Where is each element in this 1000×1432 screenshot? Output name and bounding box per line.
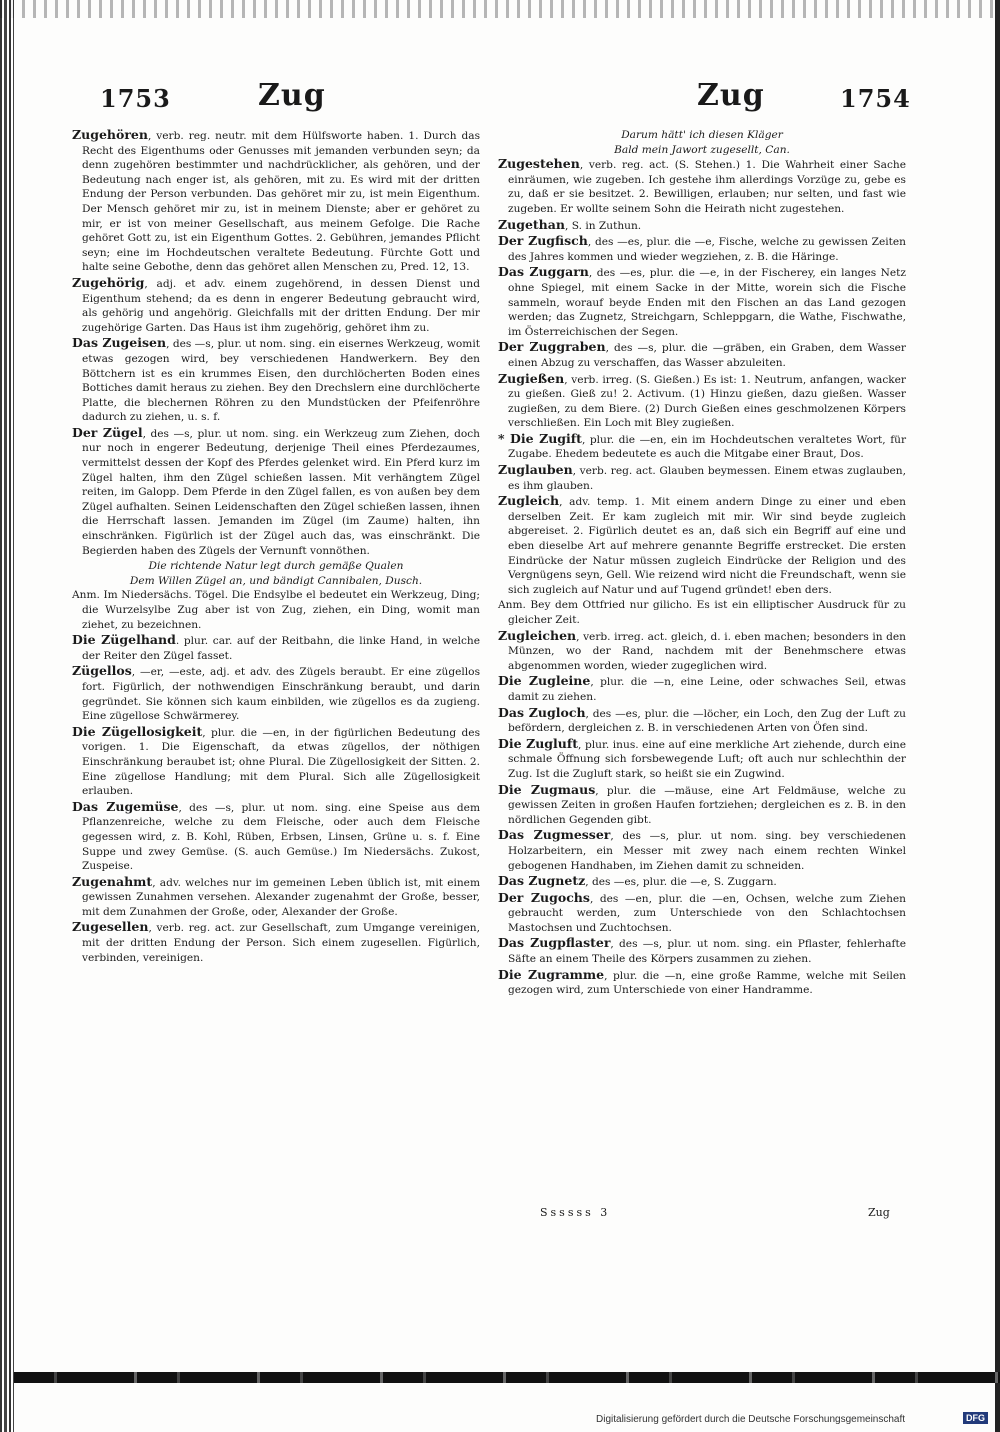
entry-headword: Der Zuggraben [498, 339, 606, 355]
dictionary-entry [72, 633, 480, 663]
entry-headword: Zugleich [498, 493, 560, 509]
page-number-right: 1754 [840, 84, 911, 113]
dictionary-entry [498, 674, 906, 704]
dictionary-entry [498, 234, 906, 264]
entry-definition: , S. in Zuthun. [564, 219, 642, 232]
dictionary-entry [498, 828, 906, 873]
catchword: Zug [868, 1206, 890, 1219]
dictionary-entry [72, 664, 480, 723]
entry-definition: , adj. et adv. einem zugehörend, in dessen Dienst und Eigenthum stehend; da es denn in engerer Bedeutung gebraucht wird, als gehörig und angehörig. Gleichfalls mit der dritten Endung. Der mir zugehörige Garten. Das Haus ist ihm zugehörig, gehöret ihm zu. [82, 277, 480, 334]
entry-definition: , verb. reg. act. (S. Stehen.) 1. Die Wahrheit einer Sache einräumen, wie zugeben. Ich gestehe ihm allerdings Vorzüge zu, gebe es zu, daß er sie besitzet. 2. Bewilligen, erlauben; nur selten, und fast wie zugeben. Er wollte seinem Sohn die Heirath nicht zugestehen. [508, 159, 906, 215]
scan-edge-top [0, 0, 1000, 18]
entry-definition: , plur. die —mäuse, eine Art Feldmäuse, welche zu gewissen Zeiten in großen Haufen fortziehen; dergleichen es z. B. in den nördlichen Gegenden gibt. [508, 784, 906, 826]
dictionary-entry [498, 494, 906, 597]
quote-line: Dem Willen Zügel an, und bändigt Cannibalen, Dusch. [129, 574, 423, 587]
entry-definition: , verb. reg. neutr. mit dem Hülfsworte haben. 1. Durch das Recht des Eigenthums oder Genusses mit jemanden verbunden seyn; da denn zugehören bestimmter und nachdrücklicher, als gehören, und der Bedeutung nach enger ist, als gehören, mit zu. Es wird mit der dritten Endung der Person verbunden. Das gehöret mir zu, ist mein Eigenthum. Der Mensch gehöret mir zu, ist in meinem Dienste; aber er gehöret zu mir, er ist von meiner Gesellschaft, aus meinem Gefolge. Die Rache gehöret Gott zu, ist ein Eigenthum Gottes. 2. Gebühren, jemandes Pflicht seyn; eine im Hochdeutschen veraltete Bedeutung. Fürchte Gott und halte seine Gebothe, denn das gehöret allen Menschen zu, Pred. 12, 13. [82, 130, 480, 274]
entry-headword: Die Zugluft [498, 735, 579, 751]
annotation-paragraph: Anm. Bey dem Ottfried nur gilicho. Es ist ein elliptischer Ausdruck für zu gleicher Zeit. [498, 599, 906, 626]
entry-headword: Zugehörig [72, 274, 145, 290]
entry-headword: Das Zugmesser [498, 827, 611, 843]
entry-definition: , des —s, plur. ut nom. sing. bey verschiedenen Holzarbeitern, ein Messer mit zwey nach einem rechten Winkel gebogenen Handhaben, im Ziehen damit zu schneiden. [508, 830, 906, 872]
entry-headword: Die Zügelhand [72, 632, 176, 648]
entry-definition: , —er, —este, adj. et adv. des Zügels beraubt. Er eine zügellos fort. Figürlich, der nothwendigen Einschränkung beraubt, und darin gegründet. Sie können sich kaum einbilden, wie zügellos es da zugieng. Eine zügellose Schwärmerey. [82, 666, 480, 723]
quote-line: Die richtende Natur legt durch gemäße Qualen [148, 560, 404, 573]
funding-footer: Digitalisierung gefördert durch die Deutsche Forschungsgemeinschaft [596, 1414, 906, 1425]
scan-edge-left [0, 0, 14, 1432]
dictionary-entry [498, 891, 906, 936]
right-column [498, 128, 906, 999]
running-head-left: Zug [258, 78, 326, 113]
dictionary-entry [498, 629, 906, 674]
entry-headword: Zugehören [72, 127, 148, 142]
entry-headword: Der Zugochs [498, 889, 590, 905]
dictionary-entry [498, 968, 906, 998]
dictionary-entry [72, 336, 480, 425]
dictionary-entry [498, 340, 906, 370]
dfg-logo: DFG [963, 1412, 988, 1424]
entry-headword: Die Zugramme [498, 966, 605, 982]
entry-headword: * Die Zugift [498, 430, 582, 446]
page-number-left: 1753 [100, 84, 171, 113]
entry-definition: , verb. reg. act. Glauben beymessen. Einem etwas zuglauben, es ihm glauben. [508, 465, 906, 492]
dictionary-entry [498, 218, 906, 234]
entry-definition: , des —es, plur. die —e, in der Fischerey, ein langes Netz ohne Spiegel, mit einem Sacke in der Mitte, worein sich die Fische sammeln, worauf beyde Enden mit den Fischen an das Land gezogen werden; das Zugnetz, Streichgarn, Schleppgarn, die Wathe, Fischwathe, im Österreichischen der Segen. [508, 267, 907, 338]
entry-headword: Das Zugeisen [72, 335, 167, 351]
entry-definition: , des —es, plur. die —e, Fische, welche zu gewissen Zeiten des Jahres kommen und wieder wegziehen, z. B. die Häringe. [508, 236, 906, 263]
dictionary-entry [498, 936, 906, 966]
entry-definition: , verb. irreg. act. gleich, d. i. eben machen; besonders in den Münzen, wo der Rand, nachdem mit der Benehmschere etwas abgenommen worden, wieder zugeglichen wird. [508, 630, 906, 672]
entry-headword: Die Zügellosigkeit [72, 723, 203, 739]
running-head-right: Zug [697, 78, 765, 113]
entry-headword: Zuglauben [498, 462, 573, 478]
entry-definition: , des —s, plur. ut nom. sing. ein Werkzeug zum Ziehen, doch nur noch in engerer Bedeutung, derjenige Theil eines Pferdezaumes, vermittelst dessen der Kopf des Pferdes gelenket wird. Ein Pferd kurz im Zügel halten, ihm den Zügel schießen lassen. Mit verhängtem Zügel reiten, im Galopp. Dem Pferde in den Zügel fallen, es von außen bey dem Zügel aufhalten. Seinen Leidenschaften den Zügel schießen lassen, ihnen die Herrschaft lassen. Jemanden im Zügel (im Zaume) halten, ihn einschränken. Figürlich ist der Zügel auch das, was einschränkt. Die Begierden haben des Zügels der Vernunft vonnöthen. [82, 427, 480, 557]
entry-definition: , plur. die —n, eine Leine, oder schwaches Seil, etwas damit zu ziehen. [508, 676, 906, 703]
quote-line: Darum hätt' ich diesen Kläger [621, 129, 783, 141]
entry-headword: Die Zugmaus [498, 781, 596, 797]
dictionary-entry [498, 432, 906, 462]
entry-definition: , des —s, plur. die —gräben, ein Graben, dem Wasser einen Abzug zu verschaffen, das Wasser abzuleiten. [508, 342, 906, 369]
entry-definition: , verb. reg. act. zur Gesellschaft, zum Umgange vereinigen, mit der dritten Endung der Person. Sich einem zugesellen. Figürlich, verbinden, vereinigen. [82, 922, 480, 964]
dictionary-entry [498, 372, 906, 431]
dictionary-entry [72, 875, 480, 920]
quote-line: Bald mein Jawort zugesellt, Can. [614, 143, 790, 156]
dictionary-entry [498, 706, 906, 736]
entry-definition: , adv. temp. 1. Mit einem andern Dinge zu einer und eben derselben Zeit. Er kam zugleich mit mir. Wir sind beyde zugleich abgereiset. 2. Figürlich deutet es an, daß sich ein Begriff auf eine und eben dieselbe Art auf mehrere genannte Begriffe erstrecket. Die ersten Eindrücke der Natur müssen zugleich Eindrücke der Religion und des Vergnügens seyn, Gell. Wie reizend wird nicht die Freundschaft, wenn sie sich zugleich auf Natur und auf Tugend gründet! eben ders. [508, 496, 906, 596]
scan-bottom-band [14, 1372, 1000, 1383]
entry-headword: Das Zugemüse [72, 798, 179, 814]
entry-headword: Das Zugnetz [498, 873, 586, 889]
entry-definition: , des —es, plur. die —löcher, ein Loch, den Zug der Luft zu befördern, dergleichen z. B. in verschiedenen Arten von Öfen sind. [508, 707, 906, 735]
dictionary-entry [498, 737, 906, 782]
entry-definition: , des —s, plur. ut nom. sing. ein eisernes Werkzeug, womit etwas gezogen wird, bey verschiedenen Handwerkern. Bey den Böttchern ist es ein krummes Eisen, den durchlöcherten Boden eines Bottiches damit heraus zu ziehen. Bey den Drechslern eine durchlöcherte Platte, die blechernen Röhren zu den Mundstücken der Pfeifenröhre dadurch zu ziehen, u. s. f. [82, 338, 480, 424]
entry-definition: , plur. die —en, ein im Hochdeutschen veraltetes Wort, für Zugabe. Ehedem bedeutete es auch die Mitgabe einer Braut, Dos. [508, 433, 907, 461]
dictionary-entry [72, 128, 480, 275]
entry-headword: Das Zuggarn [498, 264, 589, 280]
dictionary-entry [72, 276, 480, 335]
dictionary-entry [498, 783, 906, 828]
annotation-paragraph: Anm. Im Niedersächs. Tögel. Die Endsylbe el bedeutet ein Werkzeug, Ding; die Wurzelsylbe Zug aber ist von Zug, ziehen, ein Ding, womit man ziehet, zu bezeichnen. [72, 589, 480, 631]
dictionary-entry [72, 920, 480, 965]
entry-headword: Der Zugfisch [498, 233, 588, 249]
entry-headword: Das Zugloch [498, 704, 586, 720]
dictionary-entry [498, 265, 906, 339]
entry-definition: , des —s, plur. ut nom. sing. ein Pflaster, fehlerhafte Säfte an einem Theile des Körpers zusammen zu ziehen. [508, 938, 906, 966]
entry-definition: . plur. car. auf der Reitbahn, die linke Hand, in welche der Reiter den Zügel fasset. [82, 635, 480, 662]
entry-definition: , adv. welches nur im gemeinen Leben üblich ist, mit einem gewissen Zunahmen versehen. Alexander zugenahmt der Große, besser, mit dem Zunahmen der Große, oder, Alexander der Große. [82, 876, 480, 918]
dictionary-entry [72, 426, 480, 558]
entry-headword: Der Zügel [72, 424, 143, 440]
dictionary-entry [498, 463, 906, 493]
entry-headword: Zugießen [498, 370, 565, 386]
entry-headword: Zügellos [72, 663, 132, 679]
left-column [72, 128, 480, 966]
dictionary-entry [498, 157, 906, 216]
entry-definition: , plur. die —en, in der figürlichen Bedeutung des vorigen. 1. Die Eigenschaft, da etwas zügellos, der nöthigen Einschränkung beraubet ist; ohne Plural. Die Zügellosigkeit der Sitten. 2. Eine zügellose Handlung; mit dem Plural. Sich alle Zügellosigkeit erlauben. [82, 726, 480, 798]
entry-headword: Zugethan [498, 216, 565, 232]
entry-headword: Die Zugleine [498, 673, 591, 689]
dictionary-entry [498, 874, 906, 890]
scan-edge-right [995, 0, 1000, 1432]
entry-definition: , plur. die —n, eine große Ramme, welche mit Seilen gezogen wird, zum Unterschiede von einer Handramme. [508, 969, 907, 997]
signature-mark: Ssssss 3 [540, 1206, 611, 1219]
entry-headword: Zugenahmt [72, 873, 153, 889]
entry-definition: , des —s, plur. ut nom. sing. eine Speise aus dem Pflanzenreiche, welche zu dem Fleische, oder auch dem Fleische gegessen wird, z. B. Kohl, Rüben, Erbsen, Linsen, Grüne u. s. f. Eine Suppe und zwey Gemüse. (S. auch Gemüse.) Im Niedersächs. Zukost, Zuspeise. [82, 801, 481, 873]
entry-definition: , des —en, plur. die —en, Ochsen, welche zum Ziehen gebraucht werden, zum Unterschiede von den Schlachtochsen Mastochsen und Zuchtochsen. [508, 892, 906, 934]
dictionary-entry [72, 725, 480, 799]
entry-definition: , des —es, plur. die —e, S. Zuggarn. [585, 876, 777, 889]
entry-headword: Das Zugpflaster [498, 935, 611, 951]
entry-headword: Zugestehen [498, 156, 580, 172]
entry-headword: Zugesellen [72, 919, 149, 935]
entry-headword: Zugleichen [498, 627, 577, 643]
entry-definition: , plur. inus. eine auf eine merkliche Art ziehende, durch eine schmale Öffnung sich forsbewegende Luft; oft auch nur schlechthin der Zug. Ist die Zugluft stark, so heißt sie ein Zugwind. [508, 738, 906, 780]
entry-definition: , verb. irreg. (S. Gießen.) Es ist: 1. Neutrum, anfangen, wacker zu gießen. Gieß zu! 2. Activum. (1) Hinzu gießen, dazu gießen. Wasser zugießen, zu dem Biere. (2) Durch Gießen eines geschmolzenen Körpers verschließen. Ein Loch mit Bley zugießen. [508, 373, 906, 430]
dictionary-entry [72, 800, 480, 874]
